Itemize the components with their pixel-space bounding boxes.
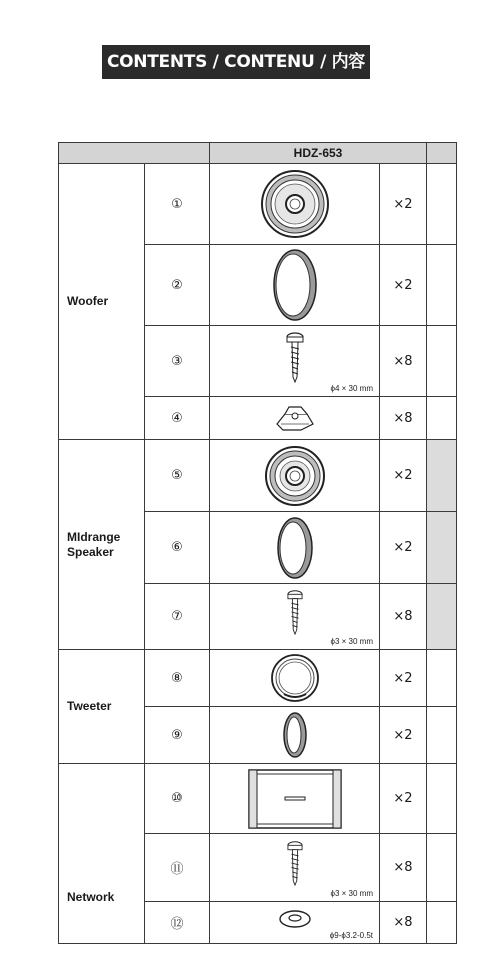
group-label-midrange: MIdrange Speaker (59, 440, 145, 650)
extra-cell (427, 397, 457, 440)
item-quantity: ×2 (380, 440, 427, 512)
table-row (59, 764, 457, 834)
item-number: ④ (145, 397, 210, 440)
speaker-grille-icon (275, 515, 315, 581)
item-quantity: ×8 (380, 584, 427, 650)
item-number: ⑥ (145, 512, 210, 584)
screw-icon (286, 840, 304, 886)
page-title: CONTENTS / CONTENU / 内容 (102, 45, 370, 79)
item-illustration (210, 707, 380, 764)
item-illustration (210, 834, 380, 902)
extra-cell (427, 764, 457, 834)
tweeter-grille-icon (281, 710, 309, 760)
table-row (59, 164, 457, 245)
item-number: ⑪ (145, 834, 210, 902)
table-header-row (59, 143, 457, 164)
item-dimension: ϕ3 × 30 mm (330, 889, 373, 898)
item-number: ② (145, 245, 210, 326)
item-number: ① (145, 164, 210, 245)
network-box-icon (247, 766, 343, 832)
table-row (59, 650, 457, 707)
speed-nut-clip-icon (273, 404, 317, 432)
item-illustration (210, 902, 380, 944)
item-number: ⑨ (145, 707, 210, 764)
woofer-speaker-icon (260, 169, 330, 239)
screw-icon (286, 589, 304, 635)
group-label-woofer: Woofer (59, 164, 145, 440)
item-quantity: ×8 (380, 902, 427, 944)
item-quantity: ×2 (380, 245, 427, 326)
item-number: ⑤ (145, 440, 210, 512)
extra-cell (427, 707, 457, 764)
extra-cell (427, 834, 457, 902)
screw-icon (285, 331, 305, 383)
item-quantity: ×8 (380, 397, 427, 440)
extra-cell (427, 245, 457, 326)
midrange-speaker-icon (264, 445, 326, 507)
extra-cell (427, 512, 457, 584)
item-quantity: ×2 (380, 764, 427, 834)
contents-table (58, 142, 457, 944)
group-label-network: Network (59, 764, 145, 944)
speaker-grille-icon (270, 247, 320, 323)
extra-cell (427, 584, 457, 650)
item-quantity: ×2 (380, 707, 427, 764)
extra-cell (427, 902, 457, 944)
table-row (59, 440, 457, 512)
item-quantity: ×8 (380, 834, 427, 902)
item-quantity: ×2 (380, 650, 427, 707)
tweeter-ring-icon (270, 653, 320, 703)
header-extra-cell (427, 143, 457, 164)
item-illustration (210, 397, 380, 440)
header-blank-cell (59, 143, 210, 164)
item-quantity: ×2 (380, 164, 427, 245)
extra-cell (427, 650, 457, 707)
item-illustration (210, 512, 380, 584)
item-quantity: ×2 (380, 512, 427, 584)
item-number: ⑦ (145, 584, 210, 650)
extra-cell (427, 164, 457, 245)
item-illustration (210, 440, 380, 512)
item-illustration (210, 650, 380, 707)
item-quantity: ×8 (380, 326, 427, 397)
item-illustration (210, 245, 380, 326)
item-number: ⑧ (145, 650, 210, 707)
item-number: ③ (145, 326, 210, 397)
extra-cell (427, 440, 457, 512)
item-illustration (210, 584, 380, 650)
item-dimension: ϕ9-ϕ3.2-0.5t (329, 931, 373, 940)
washer-icon (278, 908, 312, 930)
item-dimension: ϕ4 × 30 mm (330, 384, 373, 393)
group-label-tweeter: Tweeter (59, 650, 145, 764)
item-illustration (210, 764, 380, 834)
item-illustration (210, 164, 380, 245)
item-number: ⑩ (145, 764, 210, 834)
item-number: ⑫ (145, 902, 210, 944)
contents-table-wrapper (58, 142, 457, 944)
item-illustration (210, 326, 380, 397)
item-dimension: ϕ3 × 30 mm (330, 637, 373, 646)
model-header: HDZ-653 (210, 143, 427, 164)
extra-cell (427, 326, 457, 397)
